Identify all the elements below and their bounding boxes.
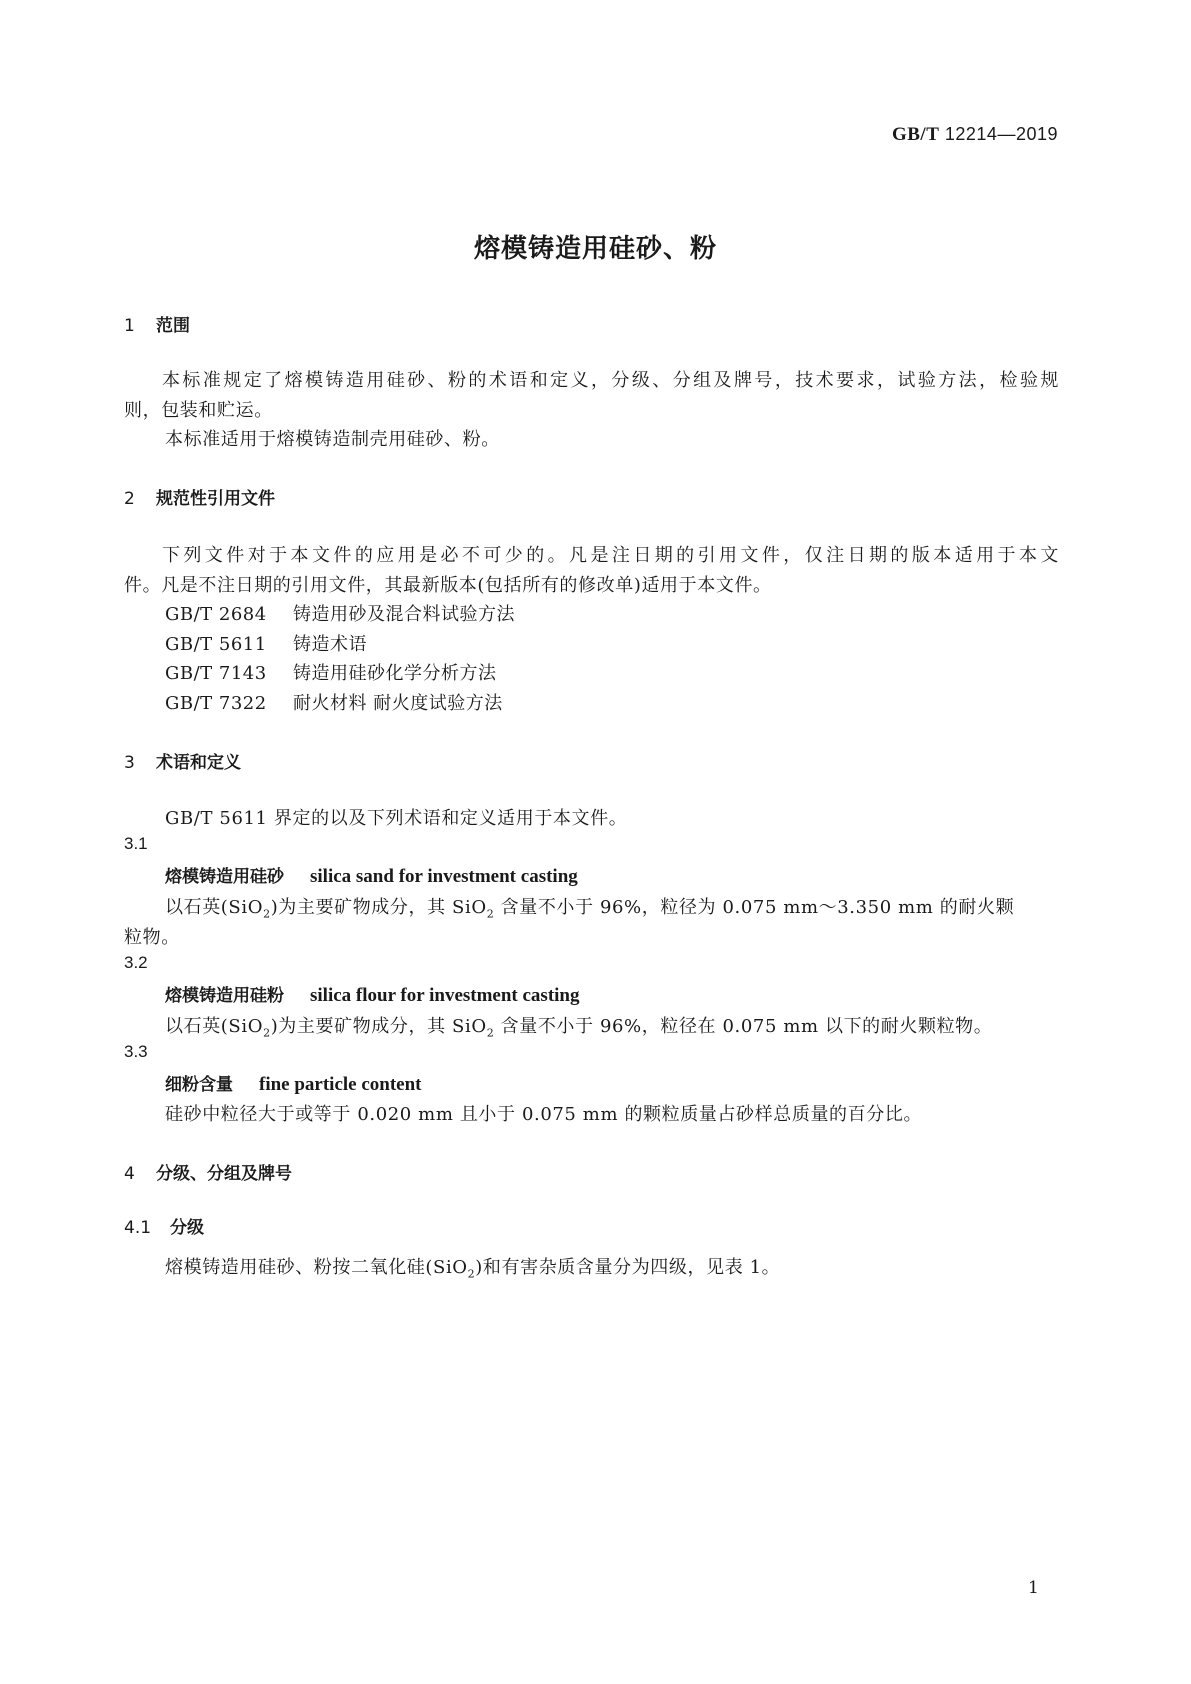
section-title: 分级、分组及牌号 <box>156 1164 292 1184</box>
text-run: )为主要矿物成分，其 SiO <box>270 897 487 918</box>
subscript: 2 <box>467 1267 476 1281</box>
standard-prefix: GB/T <box>891 124 940 145</box>
subsection-4-1-heading <box>124 1213 204 1238</box>
term-zh: 熔模铸造用硅砂 <box>165 867 284 887</box>
term-zh: 熔模铸造用硅粉 <box>165 986 284 1006</box>
text-run: )为主要矿物成分，其 SiO <box>270 1016 487 1037</box>
subscript: 2 <box>263 1026 271 1040</box>
normative-reference <box>165 630 367 656</box>
subscript: 2 <box>263 907 271 921</box>
reference-code: GB/T 7322 <box>165 693 267 714</box>
section-number: 3 <box>124 753 135 773</box>
reference-code: GB/T 7143 <box>165 663 267 684</box>
subscript: 2 <box>486 1026 495 1040</box>
reference-name: 耐火材料 耐火度试验方法 <box>293 693 503 714</box>
term-definition <box>165 893 1014 921</box>
reference-code: GB/T 5611 <box>165 634 267 655</box>
text-run: 以石英(SiO <box>165 1016 264 1037</box>
section-number: 1 <box>124 316 135 336</box>
paragraph: GB/T 5611 界定的以及下列术语和定义适用于本文件。 <box>165 808 628 829</box>
standard-code: 12214—2019 <box>944 124 1058 144</box>
term-definition: 粒物。 <box>124 927 180 948</box>
subscript: 2 <box>486 907 495 921</box>
term-en: silica flour for investment casting <box>310 985 580 1006</box>
term-number: 3.3 <box>124 1042 148 1061</box>
section-title: 规范性引用文件 <box>156 489 275 509</box>
text-run: 以石英(SiO <box>165 897 264 918</box>
normative-reference <box>165 689 503 715</box>
section-number: 2 <box>124 489 135 509</box>
term-heading <box>165 862 578 888</box>
term-definition <box>165 1012 992 1040</box>
term-heading <box>165 981 580 1007</box>
section-title: 术语和定义 <box>156 753 241 773</box>
term-number: 3.1 <box>124 834 148 853</box>
term-zh: 细粉含量 <box>165 1075 233 1095</box>
subsection-title: 分级 <box>170 1218 204 1238</box>
paragraph: 本标准适用于熔模铸造制壳用硅砂、粉。 <box>165 429 500 450</box>
reference-name: 铸造术语 <box>293 634 367 655</box>
paragraph: 则，包装和贮运。 <box>124 400 273 421</box>
reference-name: 铸造用砂及混合料试验方法 <box>293 604 515 625</box>
section-3-heading <box>124 748 241 773</box>
section-title: 范围 <box>156 316 190 336</box>
text-run: 含量不小于 96%，粒径为 0.075 mm～3.350 mm 的耐火颗 <box>494 897 1015 918</box>
document-title: 熔模铸造用硅砂、粉 <box>473 234 717 264</box>
reference-code: GB/T 2684 <box>165 604 267 625</box>
term-heading <box>165 1070 422 1096</box>
paragraph: 件。凡是不注日期的引用文件，其最新版本(包括所有的修改单)适用于本文件。 <box>124 575 772 596</box>
normative-reference <box>165 600 515 626</box>
section-4-heading <box>124 1159 292 1184</box>
subsection-number: 4.1 <box>124 1218 152 1238</box>
section-1-heading <box>124 311 190 336</box>
term-en: silica sand for investment casting <box>310 866 578 887</box>
term-definition: 硅砂中粒径大于或等于 0.020 mm 且小于 0.075 mm 的颗粒质量占砂样总质量的百分比。 <box>165 1104 923 1125</box>
paragraph <box>165 1253 780 1281</box>
text-run: )和有害杂质含量分为四级，见表 1。 <box>475 1257 781 1278</box>
section-number: 4 <box>124 1164 135 1184</box>
standard-number <box>806 124 1058 146</box>
text-run: 熔模铸造用硅砂、粉按二氧化硅(SiO <box>165 1257 468 1278</box>
text-run: 含量不小于 96%，粒径在 0.075 mm 以下的耐火颗粒物。 <box>494 1016 993 1037</box>
page-number: 1 <box>1028 1578 1039 1598</box>
paragraph: 本标准规定了熔模铸造用硅砂、粉的术语和定义，分级、分组及牌号，技术要求，试验方法，检验规 <box>162 370 1059 391</box>
reference-name: 铸造用硅砂化学分析方法 <box>293 663 497 684</box>
term-number: 3.2 <box>124 953 148 972</box>
term-en: fine particle content <box>259 1074 422 1095</box>
normative-reference <box>165 659 497 685</box>
paragraph: 下列文件对于本文件的应用是必不可少的。凡是注日期的引用文件，仅注日期的版本适用于本文 <box>162 545 1059 566</box>
section-2-heading <box>124 484 275 509</box>
